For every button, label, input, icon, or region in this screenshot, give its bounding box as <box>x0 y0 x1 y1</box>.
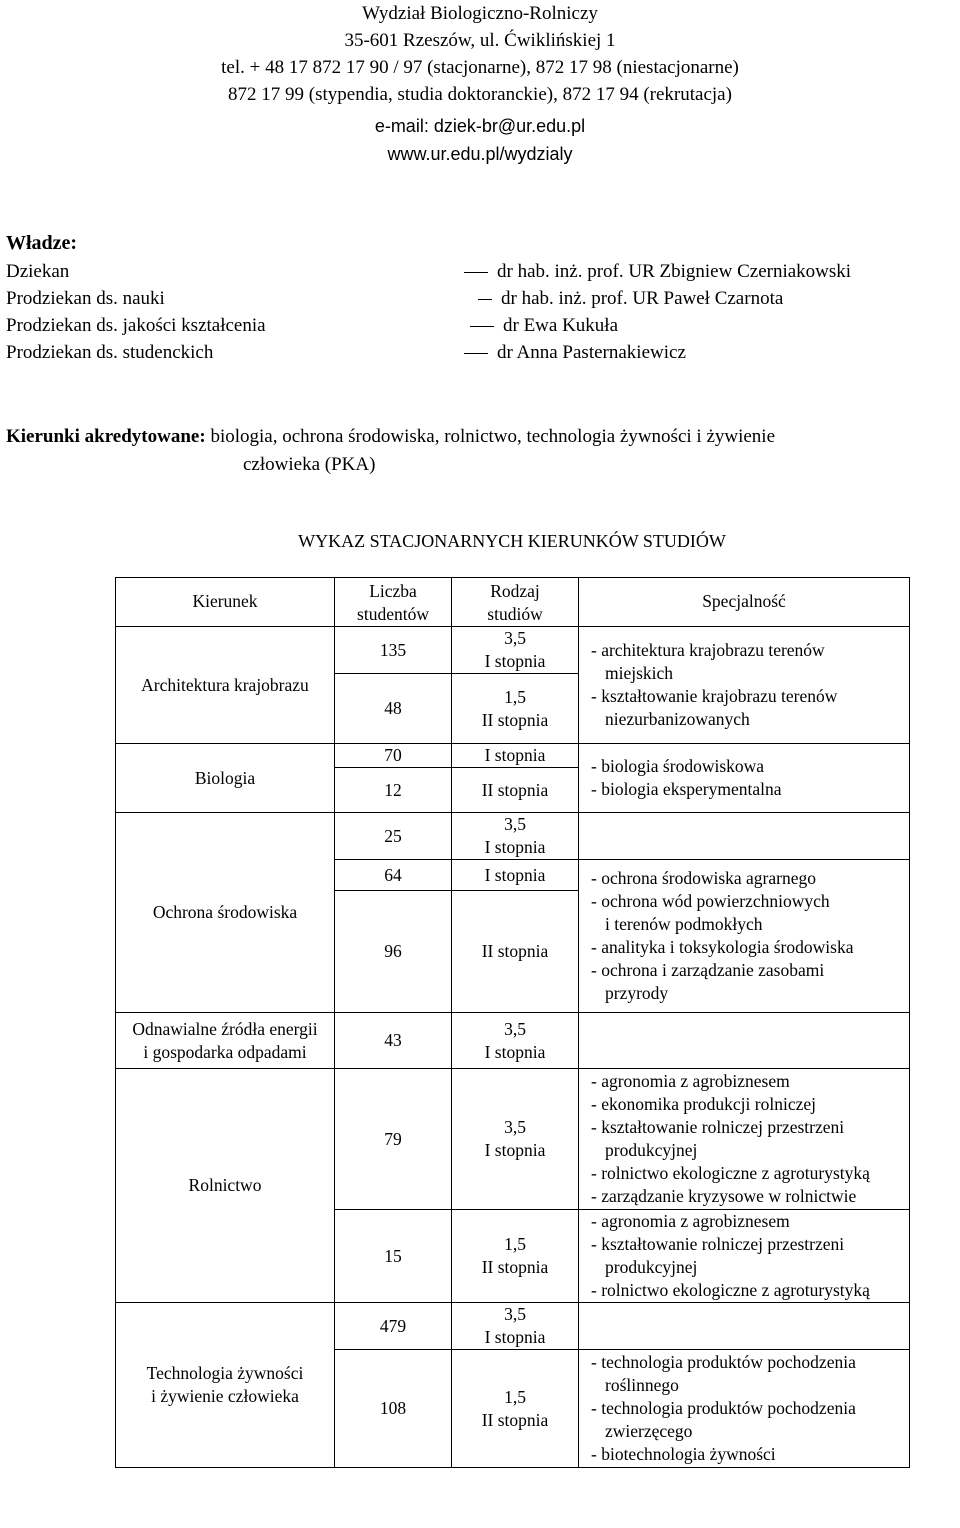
count-cell: 70 <box>335 744 452 768</box>
accredited-label: Kierunki akredytowane: <box>6 426 206 447</box>
spec-empty <box>579 1013 910 1069</box>
count-cell: 15 <box>335 1210 452 1303</box>
level-cell: 3,5 I stopnia <box>452 627 579 674</box>
role-vice-dean-science: Prodziekan ds. nauki <box>6 288 165 309</box>
program-agriculture: Rolnictwo <box>116 1069 335 1303</box>
spec-biology: - biologia środowiskowa - biologia eksperymentalna <box>579 744 910 813</box>
dash <box>478 299 492 300</box>
level-cell: 1,5 II stopnia <box>452 674 579 744</box>
count-cell: 96 <box>335 891 452 1013</box>
faculty-title: Wydział Biologiczno-Rolniczy <box>362 3 598 24</box>
level-cell: 3,5 I stopnia <box>452 1069 579 1210</box>
phone-line-2: 872 17 99 (stypendia, studia doktoranckie), 872 17 94 (rekrutacja) <box>228 84 732 105</box>
count-cell: 79 <box>335 1069 452 1210</box>
spec-empty <box>579 1303 910 1350</box>
header-liczba: Liczba studentów <box>335 578 452 627</box>
spec-agriculture-1: - agronomia z agrobiznesem - ekonomika produkcji rolniczej - kształtowanie rolniczej przestrzeni produkcyjnej - rolnictwo ekologiczne z agroturystyką - zarządzanie kryzysowe w rolnictwie <box>579 1069 910 1210</box>
role-dean: Dziekan <box>6 261 70 282</box>
spec-food-technology: - technologia produktów pochodzenia roślinnego - technologia produktów pochodzenia zwierzęcego - biotechnologia żywności <box>579 1350 910 1468</box>
accredited-text-2: człowieka (PKA) <box>243 454 376 475</box>
count-cell: 64 <box>335 860 452 891</box>
spec-environment: - ochrona środowiska agrarnego - ochrona wód powierzchniowych i terenów podmokłych - analityka i toksykologia środowiska - ochrona i zarządzanie zasobami przyrody <box>579 860 910 1013</box>
dash <box>464 353 488 354</box>
count-cell: 12 <box>335 768 452 813</box>
level-cell: 3,5 I stopnia <box>452 1303 579 1350</box>
level-cell: I stopnia <box>452 744 579 768</box>
table-caption: WYKAZ STACJONARNYCH KIERUNKÓW STUDIÓW <box>298 531 726 551</box>
website-link[interactable]: www.ur.edu.pl/wydzialy <box>387 144 573 164</box>
level-cell: 1,5 II stopnia <box>452 1350 579 1468</box>
person-dean: dr hab. inż. prof. UR Zbigniew Czerniakowski <box>464 261 851 283</box>
accredited-text-1: biologia, ochrona środowiska, rolnictwo, technologia żywności i żywienie <box>205 426 776 447</box>
dash <box>464 272 488 273</box>
level-cell: 1,5 II stopnia <box>452 1210 579 1303</box>
address: 35-601 Rzeszów, ul. Ćwiklińskiej 1 <box>344 30 616 51</box>
phone-line-1: tel. + 48 17 872 17 90 / 97 (stacjonarne), 872 17 98 (niestacjonarne) <box>221 57 739 78</box>
header-kierunek: Kierunek <box>116 578 335 627</box>
count-cell: 108 <box>335 1350 452 1468</box>
count-cell: 25 <box>335 813 452 860</box>
spec-architecture: - architektura krajobrazu terenów miejskich - kształtowanie krajobrazu terenów niezurbanizowanych <box>579 627 910 744</box>
role-vice-dean-quality: Prodziekan ds. jakości kształcenia <box>6 315 266 336</box>
program-environment: Ochrona środowiska <box>116 813 335 1013</box>
program-food-technology: Technologia żywności i żywienie człowieka <box>116 1303 335 1468</box>
dash <box>470 326 494 327</box>
level-cell: 3,5 I stopnia <box>452 813 579 860</box>
person-vice-dean-science: dr hab. inż. prof. UR Paweł Czarnota <box>478 288 783 310</box>
program-biology: Biologia <box>116 744 335 813</box>
person-vice-dean-quality: dr Ewa Kukuła <box>470 315 618 337</box>
authorities-heading: Władze: <box>6 232 78 254</box>
count-cell: 43 <box>335 1013 452 1069</box>
header-rodzaj: Rodzaj studiów <box>452 578 579 627</box>
level-cell: I stopnia <box>452 860 579 891</box>
study-programs-table <box>115 577 910 1468</box>
email[interactable]: e-mail: dziek-br@ur.edu.pl <box>374 116 586 136</box>
count-cell: 135 <box>335 627 452 674</box>
header-specjalnosc: Specjalność <box>579 578 910 627</box>
level-cell: II stopnia <box>452 768 579 813</box>
accredited-fields <box>6 423 956 479</box>
person-vice-dean-students: dr Anna Pasternakiewicz <box>464 342 686 364</box>
role-vice-dean-students: Prodziekan ds. studenckich <box>6 342 214 363</box>
level-cell: II stopnia <box>452 891 579 1013</box>
spec-agriculture-2: - agronomia z agrobiznesem - kształtowanie rolniczej przestrzeni produkcyjnej - rolnictwo ekologiczne z agroturystyką <box>579 1210 910 1303</box>
spec-empty <box>579 813 910 860</box>
program-renewable-energy: Odnawialne źródła energii i gospodarka odpadami <box>116 1013 335 1069</box>
count-cell: 479 <box>335 1303 452 1350</box>
count-cell: 48 <box>335 674 452 744</box>
level-cell: 3,5 I stopnia <box>452 1013 579 1069</box>
program-architecture: Architektura krajobrazu <box>116 627 335 744</box>
